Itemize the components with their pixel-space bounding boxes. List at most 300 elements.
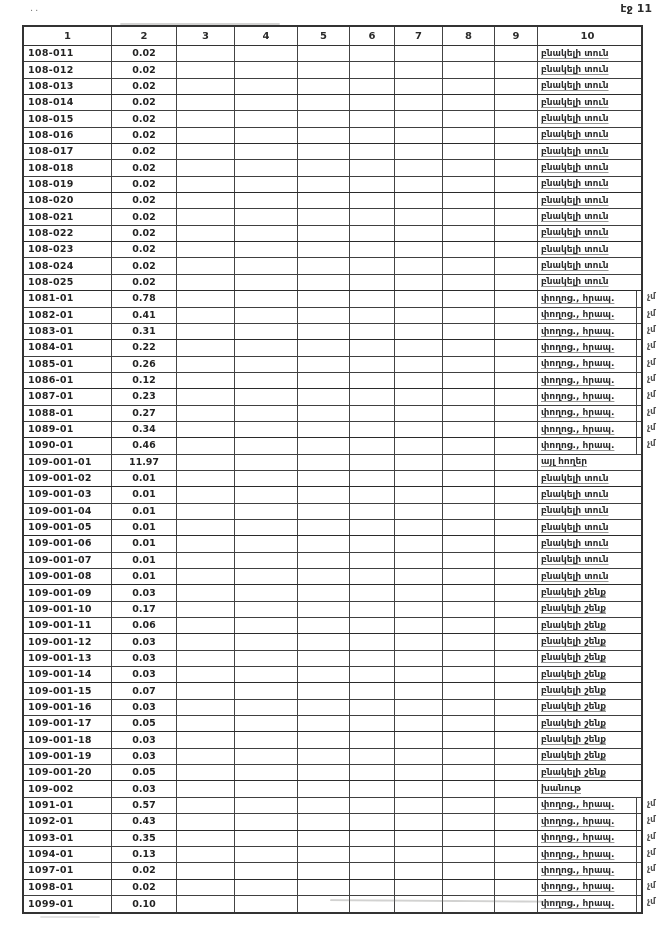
cell-empty xyxy=(298,618,350,633)
cell-empty xyxy=(443,144,495,159)
cell-parcel-code: 1097-01 xyxy=(24,863,112,878)
table-row xyxy=(24,602,641,618)
cell-land-use-note: բնակելի տուն xyxy=(541,571,609,582)
cell-empty xyxy=(350,177,395,192)
cell-land-use-note: փողոց., հրապ. xyxy=(538,863,637,878)
cell-empty xyxy=(235,357,298,372)
cell-empty xyxy=(298,798,350,813)
cell-empty xyxy=(495,553,538,568)
table-row xyxy=(24,700,641,716)
table-row xyxy=(24,62,641,78)
cell-empty xyxy=(298,144,350,159)
margin-annotation: չմ xyxy=(647,308,656,319)
cell-empty xyxy=(495,781,538,796)
cell-empty xyxy=(443,308,495,323)
cell-land-use-note: բնակելի շենք xyxy=(541,751,607,762)
cell-area-value: 0.10 xyxy=(112,896,177,912)
cell-empty xyxy=(235,455,298,470)
cell-empty xyxy=(298,602,350,617)
cell-area-value: 0.07 xyxy=(112,683,177,698)
cell-parcel-code: 109-001-10 xyxy=(24,602,112,617)
cell-empty xyxy=(395,226,443,241)
cell-empty xyxy=(395,422,443,437)
cell-empty xyxy=(395,504,443,519)
cell-empty xyxy=(495,487,538,502)
cell-parcel-code: 108-025 xyxy=(24,275,112,290)
margin-annotation: չմ xyxy=(647,815,656,826)
margin-annotation: չմ xyxy=(647,864,656,875)
cell-empty xyxy=(298,536,350,551)
cell-empty xyxy=(298,111,350,126)
cell-empty xyxy=(495,373,538,388)
cell-parcel-code: 1093-01 xyxy=(24,831,112,846)
cell-empty xyxy=(495,814,538,829)
cell-empty xyxy=(350,438,395,453)
column-header: 8 xyxy=(443,27,495,45)
cell-empty xyxy=(298,406,350,421)
margin-annotation: չմ xyxy=(647,406,656,417)
cell-empty xyxy=(443,46,495,61)
cell-empty xyxy=(495,128,538,143)
cell-empty xyxy=(443,732,495,747)
cell-empty xyxy=(298,46,350,61)
cell-empty xyxy=(177,585,235,600)
cell-empty xyxy=(235,471,298,486)
cell-empty xyxy=(495,634,538,649)
cell-empty xyxy=(443,455,495,470)
margin-annotation: չմ xyxy=(647,439,656,450)
cell-empty xyxy=(235,389,298,404)
cell-empty xyxy=(177,520,235,535)
cell-empty xyxy=(235,765,298,780)
cell-empty xyxy=(495,880,538,895)
cell-empty xyxy=(395,160,443,175)
cell-empty xyxy=(395,79,443,94)
cell-empty xyxy=(177,160,235,175)
cell-land-use-note: բնակելի շենք xyxy=(541,718,607,729)
cell-area-value: 0.41 xyxy=(112,308,177,323)
cell-empty xyxy=(235,798,298,813)
cell-empty xyxy=(495,602,538,617)
table-row xyxy=(24,798,656,814)
cell-area-value: 0.03 xyxy=(112,585,177,600)
cell-empty xyxy=(235,520,298,535)
cell-empty xyxy=(298,651,350,666)
table-row xyxy=(24,308,656,324)
cell-empty xyxy=(495,520,538,535)
cell-empty xyxy=(350,62,395,77)
cell-land-use-note: փողոց., հրապ. xyxy=(538,340,637,355)
cell-empty xyxy=(495,863,538,878)
cell-empty xyxy=(443,406,495,421)
cell-land-use-note: փողոց., հրապ. xyxy=(538,880,637,895)
cell-empty xyxy=(495,847,538,862)
cell-empty xyxy=(235,585,298,600)
cell-empty xyxy=(350,634,395,649)
table-row xyxy=(24,95,641,111)
cell-area-value: 0.22 xyxy=(112,340,177,355)
cell-empty xyxy=(395,749,443,764)
cell-empty xyxy=(443,438,495,453)
cell-area-value: 0.02 xyxy=(112,242,177,257)
table-row xyxy=(24,373,656,389)
cell-empty xyxy=(177,95,235,110)
cell-empty xyxy=(495,177,538,192)
cell-empty xyxy=(350,275,395,290)
cell-empty xyxy=(495,422,538,437)
cell-empty xyxy=(443,160,495,175)
cell-parcel-code: 109-001-13 xyxy=(24,651,112,666)
cell-empty xyxy=(350,111,395,126)
cell-area-value: 0.02 xyxy=(112,95,177,110)
cell-empty xyxy=(298,79,350,94)
cell-empty xyxy=(298,193,350,208)
cell-empty xyxy=(443,504,495,519)
cell-empty xyxy=(350,160,395,175)
cell-empty xyxy=(177,258,235,273)
cell-empty xyxy=(177,422,235,437)
cell-empty xyxy=(235,324,298,339)
cell-empty xyxy=(443,651,495,666)
cell-empty xyxy=(350,389,395,404)
cell-empty xyxy=(443,896,495,912)
table-row xyxy=(24,258,641,274)
cell-empty xyxy=(495,226,538,241)
cell-empty xyxy=(443,487,495,502)
cell-empty xyxy=(177,765,235,780)
cell-empty xyxy=(443,357,495,372)
cell-empty xyxy=(177,683,235,698)
cell-empty xyxy=(443,634,495,649)
cell-empty xyxy=(235,781,298,796)
cell-empty xyxy=(235,79,298,94)
cell-parcel-code: 109-001-11 xyxy=(24,618,112,633)
cell-area-value: 0.26 xyxy=(112,357,177,372)
cell-parcel-code: 1094-01 xyxy=(24,847,112,862)
cell-land-use-note: բնակելի տուն xyxy=(541,277,609,288)
cell-land-use-note: բնակելի շենք xyxy=(541,620,607,631)
cell-empty xyxy=(395,340,443,355)
cell-empty xyxy=(235,487,298,502)
cell-empty xyxy=(350,618,395,633)
cell-land-use-note: բնակելի տուն xyxy=(541,163,609,174)
cell-parcel-code: 109-001-18 xyxy=(24,732,112,747)
cell-empty xyxy=(443,177,495,192)
cell-empty xyxy=(235,275,298,290)
cell-empty xyxy=(350,504,395,519)
cell-empty xyxy=(177,700,235,715)
cell-empty xyxy=(495,618,538,633)
cell-parcel-code: 108-018 xyxy=(24,160,112,175)
column-header: 5 xyxy=(298,27,350,45)
margin-annotation: չմ xyxy=(647,390,656,401)
cell-empty xyxy=(235,814,298,829)
cell-empty xyxy=(395,798,443,813)
table-row xyxy=(24,291,656,307)
cell-parcel-code: 109-001-20 xyxy=(24,765,112,780)
cell-empty xyxy=(443,798,495,813)
cell-area-value: 0.13 xyxy=(112,847,177,862)
cell-empty xyxy=(395,700,443,715)
margin-annotation: չմ xyxy=(647,422,656,433)
cell-empty xyxy=(177,896,235,912)
cell-empty xyxy=(177,111,235,126)
cell-empty xyxy=(298,258,350,273)
cell-empty xyxy=(443,618,495,633)
cell-empty xyxy=(395,667,443,682)
cell-empty xyxy=(395,569,443,584)
cell-empty xyxy=(235,209,298,224)
table-row xyxy=(24,765,641,781)
margin-annotation: չմ xyxy=(647,847,656,858)
cell-parcel-code: 1087-01 xyxy=(24,389,112,404)
cell-area-value: 0.17 xyxy=(112,602,177,617)
cell-empty xyxy=(298,504,350,519)
cell-empty xyxy=(395,520,443,535)
cell-empty xyxy=(235,504,298,519)
table-row xyxy=(24,242,641,258)
cell-empty xyxy=(177,781,235,796)
cell-empty xyxy=(235,291,298,306)
cell-empty xyxy=(495,536,538,551)
cell-empty xyxy=(443,62,495,77)
cell-empty xyxy=(350,46,395,61)
cell-empty xyxy=(177,651,235,666)
cell-empty xyxy=(495,700,538,715)
cell-empty xyxy=(395,847,443,862)
cell-empty xyxy=(443,667,495,682)
cell-empty xyxy=(298,291,350,306)
table-row xyxy=(24,324,656,340)
cell-empty xyxy=(395,651,443,666)
cell-land-use-note: խանութ xyxy=(541,784,581,795)
cell-area-value: 0.78 xyxy=(112,291,177,306)
cell-empty xyxy=(298,422,350,437)
cell-empty xyxy=(298,634,350,649)
table-row xyxy=(24,357,656,373)
cell-empty xyxy=(443,373,495,388)
cell-empty xyxy=(443,471,495,486)
cell-parcel-code: 1084-01 xyxy=(24,340,112,355)
cell-empty xyxy=(495,749,538,764)
margin-annotation: չմ xyxy=(647,324,656,335)
table-row xyxy=(24,389,656,405)
table-row xyxy=(24,128,641,144)
cell-area-value: 0.31 xyxy=(112,324,177,339)
table-header-row xyxy=(24,27,641,46)
cell-area-value: 0.02 xyxy=(112,62,177,77)
cell-parcel-code: 109-001-16 xyxy=(24,700,112,715)
cell-land-use-note: այլ հողեր xyxy=(541,457,588,468)
cell-land-use-note: բնակելի շենք xyxy=(541,735,607,746)
page-number-label: էջ 11 xyxy=(620,2,652,15)
cell-land-use-note: փողոց., հրապ. xyxy=(538,798,637,813)
cell-parcel-code: 1086-01 xyxy=(24,373,112,388)
cell-land-use-note: բնակելի տուն xyxy=(541,81,609,92)
cell-parcel-code: 109-001-15 xyxy=(24,683,112,698)
cell-empty xyxy=(177,226,235,241)
cell-empty xyxy=(495,732,538,747)
cell-land-use-note: բնակելի շենք xyxy=(541,702,607,713)
column-header: 1 xyxy=(24,27,112,45)
cell-area-value: 0.01 xyxy=(112,504,177,519)
cell-empty xyxy=(350,209,395,224)
cell-empty xyxy=(350,700,395,715)
cell-area-value: 0.01 xyxy=(112,553,177,568)
cell-empty xyxy=(495,308,538,323)
cell-empty xyxy=(298,438,350,453)
cell-area-value: 0.01 xyxy=(112,471,177,486)
cell-land-use-note: փողոց., հրապ. xyxy=(538,291,637,306)
cell-empty xyxy=(235,634,298,649)
cell-empty xyxy=(395,438,443,453)
column-header: 10 xyxy=(580,30,595,42)
cell-area-value: 0.02 xyxy=(112,193,177,208)
cell-area-value: 0.05 xyxy=(112,765,177,780)
cell-empty xyxy=(235,242,298,257)
cell-empty xyxy=(443,602,495,617)
cell-empty xyxy=(177,504,235,519)
cell-empty xyxy=(443,95,495,110)
cell-empty xyxy=(443,209,495,224)
cell-empty xyxy=(235,308,298,323)
cell-empty xyxy=(395,880,443,895)
cell-empty xyxy=(443,765,495,780)
cadastral-data-table xyxy=(22,25,656,914)
cell-empty xyxy=(177,863,235,878)
cell-land-use-note: բնակելի շենք xyxy=(541,637,607,648)
cell-empty xyxy=(395,95,443,110)
cell-parcel-code: 1082-01 xyxy=(24,308,112,323)
cell-land-use-note: փողոց., հրապ. xyxy=(538,422,637,437)
cell-empty xyxy=(177,144,235,159)
cell-empty xyxy=(235,749,298,764)
cell-empty xyxy=(235,62,298,77)
cell-empty xyxy=(395,308,443,323)
cell-empty xyxy=(177,357,235,372)
cell-area-value: 0.02 xyxy=(112,111,177,126)
cell-empty xyxy=(298,749,350,764)
table-row xyxy=(24,193,641,209)
cell-empty xyxy=(395,716,443,731)
cell-empty xyxy=(177,831,235,846)
cell-empty xyxy=(350,847,395,862)
cell-land-use-note: փողոց., հրապ. xyxy=(538,324,637,339)
cell-land-use-note: բնակելի տուն xyxy=(541,538,609,549)
scan-artifact-smudge xyxy=(40,916,100,918)
cell-empty xyxy=(395,193,443,208)
cell-empty xyxy=(177,732,235,747)
cell-land-use-note: բնակելի շենք xyxy=(541,604,607,615)
cell-parcel-code: 108-012 xyxy=(24,62,112,77)
cell-empty xyxy=(443,389,495,404)
cell-area-value: 0.03 xyxy=(112,749,177,764)
cell-parcel-code: 1098-01 xyxy=(24,880,112,895)
cell-empty xyxy=(177,798,235,813)
cell-parcel-code: 1081-01 xyxy=(24,291,112,306)
cell-empty xyxy=(495,258,538,273)
cell-empty xyxy=(395,357,443,372)
table-row xyxy=(24,749,641,765)
cell-parcel-code: 108-020 xyxy=(24,193,112,208)
cell-parcel-code: 1085-01 xyxy=(24,357,112,372)
cell-empty xyxy=(177,471,235,486)
cell-parcel-code: 109-001-02 xyxy=(24,471,112,486)
cell-land-use-note: բնակելի տուն xyxy=(541,48,609,59)
cell-empty xyxy=(443,880,495,895)
cell-empty xyxy=(177,602,235,617)
cell-empty xyxy=(298,308,350,323)
cell-empty xyxy=(350,144,395,159)
cell-empty xyxy=(350,651,395,666)
cell-empty xyxy=(350,226,395,241)
cell-land-use-note: բնակելի տուն xyxy=(541,65,609,76)
cell-empty xyxy=(443,683,495,698)
table-row xyxy=(24,487,641,503)
cell-parcel-code: 109-001-03 xyxy=(24,487,112,502)
cell-area-value: 0.02 xyxy=(112,258,177,273)
cell-empty xyxy=(177,373,235,388)
cell-empty xyxy=(495,144,538,159)
cell-empty xyxy=(177,128,235,143)
cell-area-value: 0.03 xyxy=(112,634,177,649)
cell-empty xyxy=(298,209,350,224)
cell-empty xyxy=(443,242,495,257)
cell-empty xyxy=(298,814,350,829)
cell-empty xyxy=(350,242,395,257)
cell-area-value: 0.06 xyxy=(112,618,177,633)
table-row xyxy=(24,618,641,634)
cell-empty xyxy=(177,438,235,453)
cell-empty xyxy=(177,667,235,682)
cell-empty xyxy=(298,373,350,388)
table-row xyxy=(24,46,641,62)
table-body xyxy=(24,46,656,912)
cell-empty xyxy=(298,585,350,600)
table-row xyxy=(24,847,656,863)
cell-area-value: 0.02 xyxy=(112,46,177,61)
cell-parcel-code: 108-017 xyxy=(24,144,112,159)
margin-annotation: չմ xyxy=(647,357,656,368)
table-row xyxy=(24,880,656,896)
cell-parcel-code: 109-001-12 xyxy=(24,634,112,649)
column-header: 4 xyxy=(235,27,298,45)
cell-area-value: 0.43 xyxy=(112,814,177,829)
cell-empty xyxy=(235,536,298,551)
cell-empty xyxy=(177,814,235,829)
cell-area-value: 0.34 xyxy=(112,422,177,437)
cell-empty xyxy=(235,847,298,862)
cell-empty xyxy=(350,455,395,470)
cell-area-value: 0.23 xyxy=(112,389,177,404)
cell-empty xyxy=(177,193,235,208)
cell-empty xyxy=(495,765,538,780)
cell-area-value: 11.97 xyxy=(112,455,177,470)
cell-empty xyxy=(350,406,395,421)
cell-parcel-code: 109-001-08 xyxy=(24,569,112,584)
cell-parcel-code: 1090-01 xyxy=(24,438,112,453)
cell-parcel-code: 1099-01 xyxy=(24,896,112,912)
cell-empty xyxy=(395,618,443,633)
cell-empty xyxy=(395,585,443,600)
cell-empty xyxy=(235,700,298,715)
cell-land-use-note: փողոց., հրապ. xyxy=(538,847,637,862)
cell-empty xyxy=(395,111,443,126)
cell-parcel-code: 1088-01 xyxy=(24,406,112,421)
cell-parcel-code: 1089-01 xyxy=(24,422,112,437)
cell-empty xyxy=(298,700,350,715)
cell-empty xyxy=(395,291,443,306)
